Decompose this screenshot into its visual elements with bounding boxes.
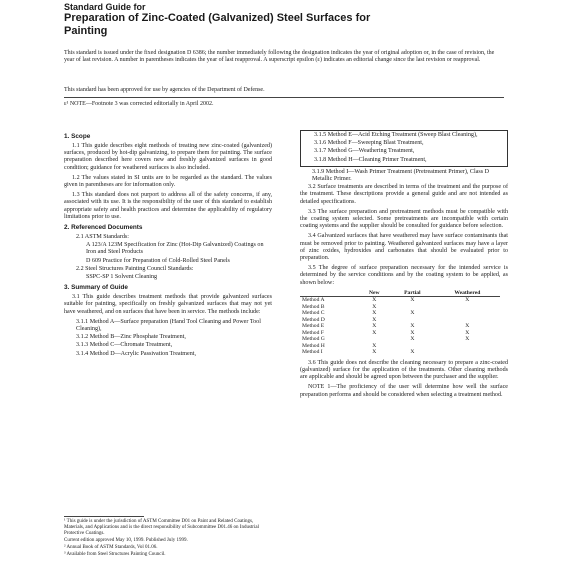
footnote: Current edition approved May 10, 1999. Published July 1999. xyxy=(64,538,188,543)
header-divider xyxy=(64,97,504,98)
paragraph: 1.2 The values stated in SI units are to be regarded as the standard. The values given in parentheses are for information only. xyxy=(64,174,272,189)
paragraph: 1.1 This guide describes eight methods of treating new zinc-coated (galvanized) surfaces, produced by hot-dip galvanizing, to prepare them for painting. The surface preparation described here covers new and freshly galvanized surfaces in good condition; guidance for weathered surfaces is also included. xyxy=(64,143,272,171)
table-cell: X xyxy=(410,349,415,356)
list-item: 3.1.5 Method E—Acid Etching Treatment (Sweep Blast Cleaning), xyxy=(314,132,478,138)
table-cell: X xyxy=(372,323,377,330)
table-cell: Method F xyxy=(302,329,324,336)
designation-note: This standard is issued under the fixed designation D 6386; the number immediately following the designation indicates the year of original adoption or, in the case of revision, the year of last revision. A number in parentheses indicates the year of last reapproval. A superscript epsilon (ε) indicates an editorial change since the last revision or reapproval. xyxy=(64,50,495,64)
table-header-cell: Partial xyxy=(404,289,421,296)
paragraph: 3.4 Galvanized surfaces that have weathered may have surface contaminants that must be removed prior to painting. Weathered galvanized surfaces may have a layer of zinc oxides, hydroxides and carbonates that should be evaluated prior to preparation. xyxy=(300,233,508,262)
list-item: 3.1.6 Method F—Sweeping Blast Treatment, xyxy=(314,140,424,147)
section-heading-scope: 1. Scope xyxy=(64,133,91,140)
note-paragraph: NOTE 1—The proficiency of the user will determine how well the surface preparation performs and should be considered when selecting a treatment method. xyxy=(300,384,508,398)
method-table xyxy=(300,290,500,356)
table-header-row xyxy=(300,290,500,297)
table-cell: X xyxy=(372,316,377,323)
footnote-divider xyxy=(64,516,144,517)
list-item: 3.1.4 Method D—Acrylic Passivation Treatment, xyxy=(76,350,197,357)
table-row xyxy=(300,349,500,356)
table-cell: Method I xyxy=(302,349,323,356)
paragraph: 3.5 The degree of surface preparation necessary for the intended service is determined by the service conditions and by the coating system to be applied, as shown below: xyxy=(300,265,508,286)
table-cell: X xyxy=(410,297,415,304)
table-cell: X xyxy=(410,329,415,336)
footnote: ³ Available from Steel Structures Painting Council. xyxy=(64,552,166,557)
table-cell: X xyxy=(372,342,377,349)
section-heading-summary: 3. Summary of Guide xyxy=(64,284,128,292)
table-header-cell: Weathered xyxy=(454,289,481,296)
table-cell: X xyxy=(465,336,470,343)
list-item: 3.1.7 Method G—Weathering Treatment, xyxy=(314,148,415,155)
document-header xyxy=(64,2,504,38)
table-cell: X xyxy=(372,329,377,336)
table-cell: Method D xyxy=(302,316,325,323)
table-cell: Method E xyxy=(302,323,325,330)
table-cell: X xyxy=(465,323,470,330)
left-column xyxy=(64,130,272,359)
table-cell: X xyxy=(410,336,415,343)
table-cell: Method H xyxy=(302,342,325,349)
table-cell: X xyxy=(410,310,415,317)
table-cell: X xyxy=(372,349,377,356)
list-item: D 609 Practice for Preparation of Cold-Rolled Steel Panels xyxy=(86,257,230,264)
paragraph: 3.2 Surface treatments are described in terms of the treatment and the purpose of the treatment. These descriptions provide a general guide and are not intended as detailed specifications. xyxy=(300,184,508,205)
list-item: 3.1.9 Method I—Wash Primer Treatment (Pretreatment Primer), Class D Metallic Primer. xyxy=(312,168,490,183)
list-item: 3.1.1 Method A—Surface preparation (Hand Tool Cleaning and Power Tool Cleaning), xyxy=(76,318,261,333)
paragraph: 3.1 This guide describes treatment methods that provide galvanized surfaces suitable for painting, specifically on freshly galvanized surfaces that may not yet have weathered, and on surfaces that have been in service. The methods include: xyxy=(64,294,272,315)
list-item: A 123/A 123M Specification for Zinc (Hot-Dip Galvanized) Coatings on Iron and Steel Products xyxy=(86,242,264,256)
list-item: SSPC-SP 1 Solvent Cleaning xyxy=(86,274,158,281)
method-list-box xyxy=(300,130,508,167)
footnote: ² Annual Book of ASTM Standards, Vol 01.06. xyxy=(64,545,158,550)
list-item: 2.1 ASTM Standards: xyxy=(76,234,129,241)
paragraph: 3.6 This guide does not describe the cleaning necessary to prepare a zinc-coated (galvanized) surface for the application of the treatments. Other cleaning methods are applicable and should be agreed upon between the purchaser and the supplier. xyxy=(300,359,508,381)
paragraph: 3.3 The surface preparation and pretreatment methods must be compatible with the coating system selected. Some pretreatments are incompatible with certain coating systems and the supplier should be consulted for guidance before selection. xyxy=(300,208,508,230)
table-cell: Method G xyxy=(302,336,325,343)
table-cell: Method B xyxy=(302,303,325,310)
table-row xyxy=(300,297,500,304)
guide-label: Standard Guide for xyxy=(64,2,146,12)
table-cell: X xyxy=(372,297,377,304)
paragraph: 1.3 This standard does not purport to address all of the safety concerns, if any, associated with its use. It is the responsibility of the user of this standard to establish appropriate safety and health practices and determine the applicability of regulatory limitations prior to use. xyxy=(64,192,272,220)
table-cell: Method C xyxy=(302,310,325,317)
editorial-note: ε¹ NOTE—Footnote 3 was corrected editorially in April 2002. xyxy=(64,101,214,107)
document-title-line-2: Painting xyxy=(64,25,108,37)
list-item: 3.1.3 Method C—Chromate Treatment, xyxy=(76,342,173,349)
table-cell: X xyxy=(372,303,377,310)
table-cell: Method A xyxy=(302,297,325,304)
list-item: 3.1.8 Method H—Cleaning Primer Treatment, xyxy=(314,156,427,163)
jurisdiction-note: This standard has been approved for use by agencies of the Department of Defense. xyxy=(64,87,265,93)
table-cell: X xyxy=(410,323,415,330)
right-column xyxy=(300,130,508,402)
table-header-cell xyxy=(300,290,358,297)
document-title-line-1: Preparation of Zinc-Coated (Galvanized) Steel Surfaces for xyxy=(64,12,371,24)
table-cell: X xyxy=(465,297,470,304)
table-cell: X xyxy=(372,310,377,317)
table-cell xyxy=(435,349,500,356)
list-item: 3.1.2 Method B—Zinc Phosphate Treatment, xyxy=(76,334,186,341)
table-cell: X xyxy=(465,329,470,336)
table-header-cell: New xyxy=(368,289,380,296)
footnotes xyxy=(64,519,272,559)
section-heading-referenced-documents: 2. Referenced Documents xyxy=(64,224,143,232)
footnote: ¹ This guide is under the jurisdiction of ASTM Committee D01 on Paint and Related Coatings, Materials, and Applications and is the direct responsibility of Subcommittee D01.46 on Industrial Protective Coatings. xyxy=(64,519,259,536)
list-item: 2.2 Steel Structures Painting Council Standards: xyxy=(76,265,194,272)
